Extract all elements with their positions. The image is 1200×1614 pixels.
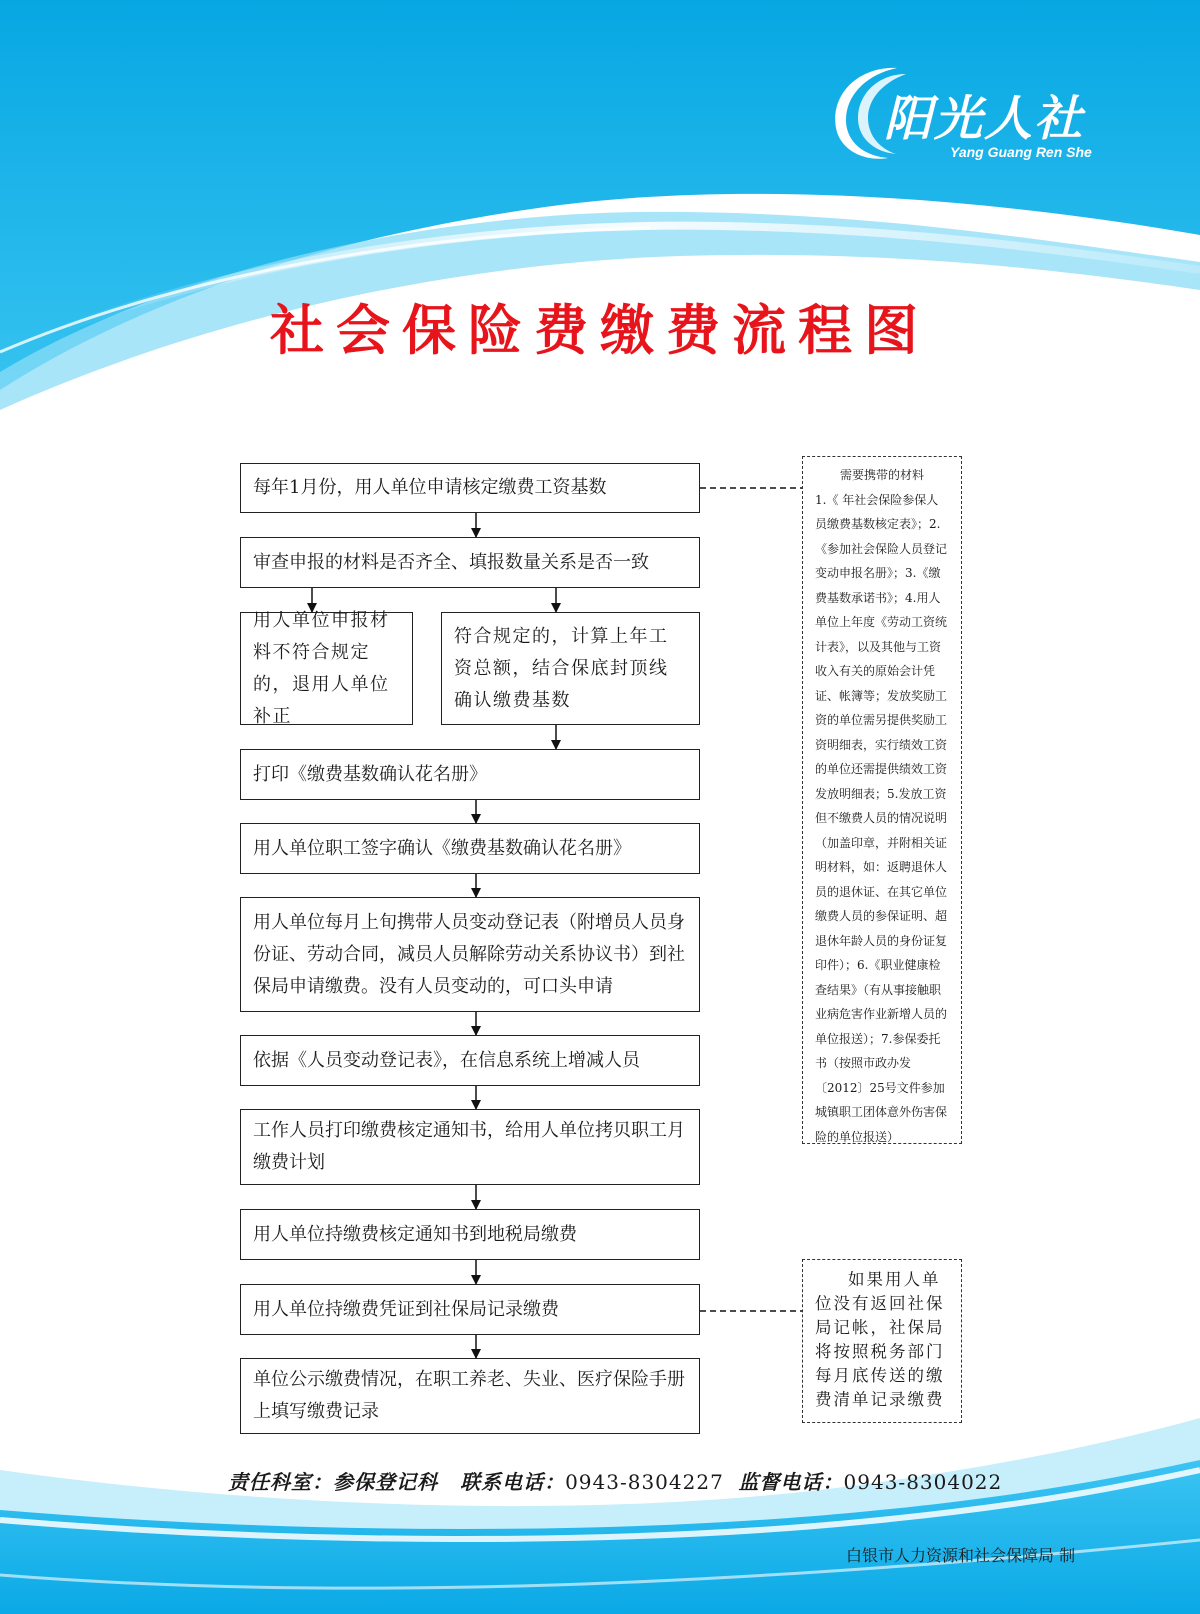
contact-footer xyxy=(228,1466,1002,1495)
page-title: 社会保险费缴费流程图 xyxy=(270,299,930,362)
logo-name-cn: 阳光人社 xyxy=(884,91,1085,147)
logo-name-en: Yang Guang Ren She xyxy=(950,144,1092,160)
record-note xyxy=(802,1259,962,1423)
flow-step-1: 每年1月份，用人单位申请核定缴费工资基数 xyxy=(240,463,700,513)
record-note-text: 如果用人单位没有返回社保局记帐，社保局将按照税务部门每月底传送的缴费清单记录缴费 xyxy=(815,1270,945,1409)
flow-step-4-confirm: 符合规定的，计算上年工资总额，结合保底封顶线确认缴费基数 xyxy=(441,612,700,725)
dept-name: 参保登记科 xyxy=(333,1470,438,1494)
dept-label: 责任科室： xyxy=(228,1470,333,1494)
materials-note xyxy=(802,456,962,1144)
flow-step-6: 用人单位职工签字确认《缴费基数确认花名册》 xyxy=(240,823,700,874)
maker-credit: 白银市人力资源和社会保障局 制 xyxy=(846,1546,1076,1565)
supervise-phone: 0943-8304022 xyxy=(843,1470,1003,1494)
flow-step-5: 打印《缴费基数确认花名册》 xyxy=(240,749,700,800)
flow-step-12: 单位公示缴费情况，在职工养老、失业、医疗保险手册上填写缴费记录 xyxy=(240,1358,700,1434)
flow-step-7: 用人单位每月上旬携带人员变动登记表（附增员人员身份证、劳动合同，减员人员解除劳动关系协议书）到社保局申请缴费。没有人员变动的，可口头申请 xyxy=(240,897,700,1012)
supervise-label: 监督电话： xyxy=(738,1470,844,1494)
flow-step-10: 用人单位持缴费核定通知书到地税局缴费 xyxy=(240,1209,700,1260)
flow-step-8: 依据《人员变动登记表》，在信息系统上增减人员 xyxy=(240,1035,700,1086)
contact-phone: 0943-8304227 xyxy=(565,1470,724,1494)
flow-step-11: 用人单位持缴费凭证到社保局记录缴费 xyxy=(240,1284,700,1335)
materials-note-body: 1.《 年社会保险参保人员缴费基数核定表》；2.《参加社会保险人员登记变动申报名册》；3.《缴费基数承诺书》；4.用人单位上年度《劳动工资统计表》，以及其他与工资收入有关的原始会计凭证、帐簿等；发放奖励工资的单位需另提供奖励工资明细表，实行绩效工资的单位还需提供绩效工资发放明细表；5.发放工资但不缴费人员的情况说明（加盖印章，并附相关证明材料，如：返聘退休人员的退休证、在其它单位缴费人员的参保证明、超退休年龄人员的身份证复印件）；6.《职业健康检查结果》（有从事接触职业病危害作业新增人员的单位报送）；7.参保委托书（按照市政办发〔2012〕25号文件参加城镇职工团体意外伤害保险的单位报送） xyxy=(815,492,948,1144)
materials-note-heading: 需要携带的材料 xyxy=(839,468,924,482)
flow-step-3-reject: 用人单位申报材料不符合规定的，退用人单位补正 xyxy=(240,612,413,725)
flow-step-9: 工作人员打印缴费核定通知书，给用人单位拷贝职工月缴费计划 xyxy=(240,1109,700,1185)
flow-step-2: 审查申报的材料是否齐全、填报数量关系是否一致 xyxy=(240,537,700,588)
contact-label: 联系电话： xyxy=(460,1470,566,1494)
